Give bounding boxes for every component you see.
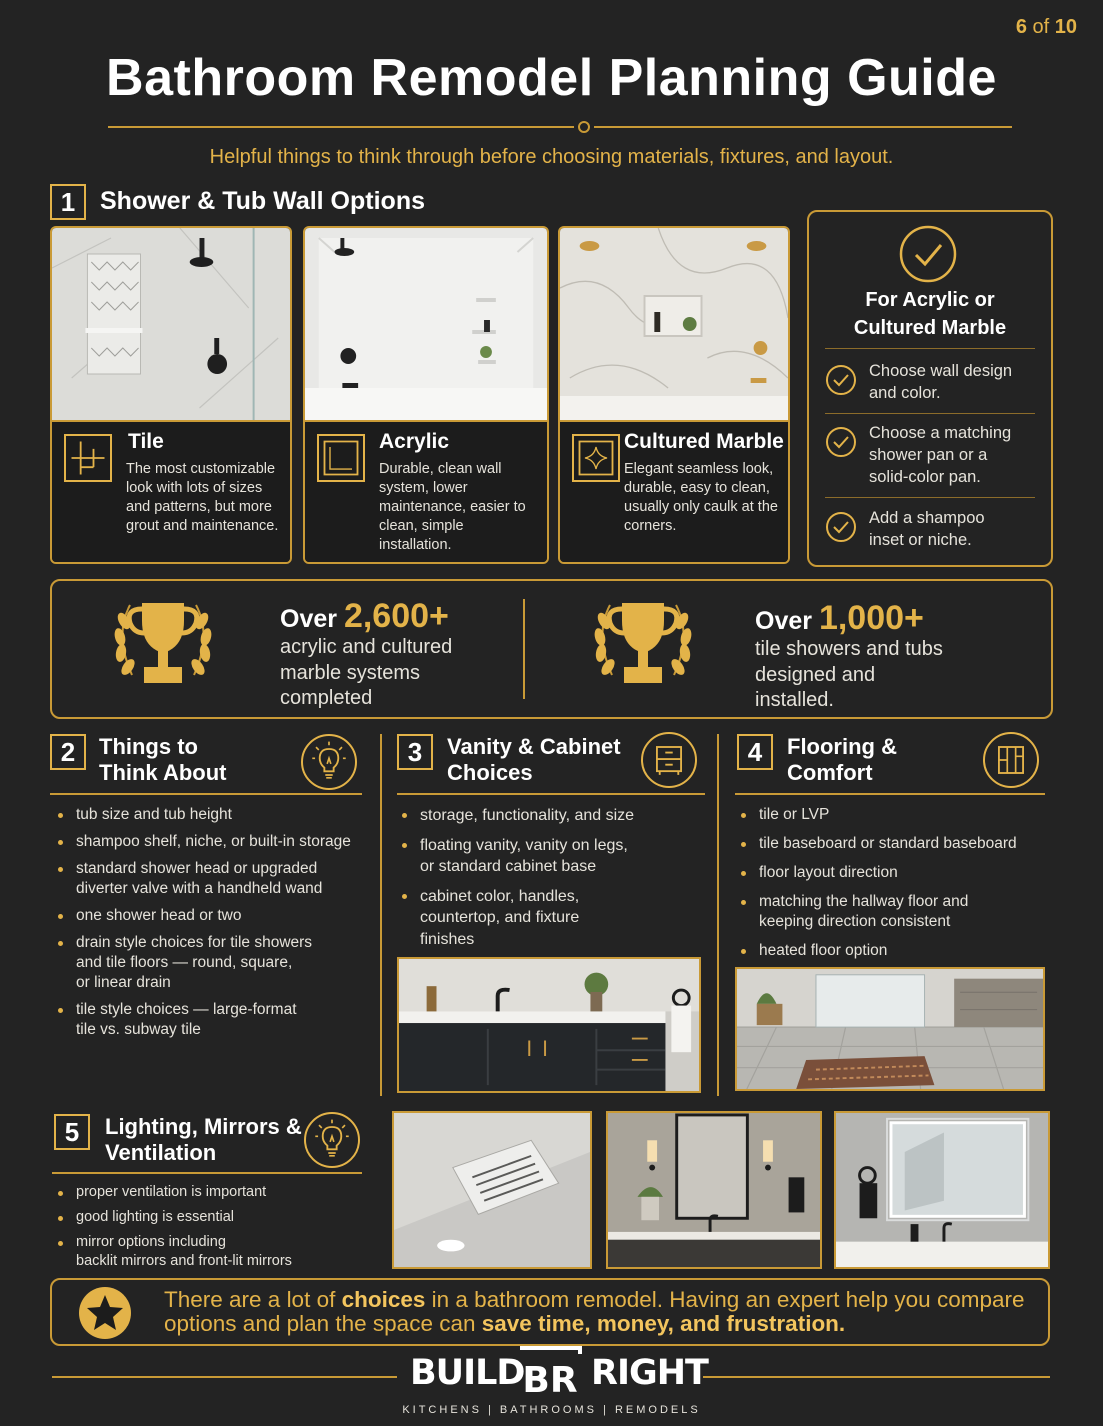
page-subtitle: Helpful things to think through before choosing materials, fixtures, and layout.: [209, 146, 894, 168]
section-title: Lighting, Mirrors & Ventilation: [105, 1114, 302, 1165]
card-title: Acrylic: [379, 430, 450, 453]
section-number: 2: [50, 734, 86, 770]
stats-band: [50, 579, 1053, 719]
section-rule: [735, 793, 1045, 795]
section-rule: [52, 1172, 362, 1174]
trophy-icon: [88, 595, 238, 695]
vanity-photo: [397, 957, 701, 1093]
column-divider: [717, 734, 719, 1096]
section-title: Vanity & Cabinet Choices: [447, 734, 621, 785]
trophy-icon: [568, 595, 718, 695]
section-number: 4: [737, 734, 773, 770]
brand-tagline: KITCHENS | BATHROOMS | REMODELS: [402, 1404, 701, 1416]
acrylic-marble-checklist: [807, 210, 1053, 567]
column-divider: [380, 734, 382, 1096]
stat-headline: Over 1,000+: [755, 599, 924, 637]
divider: [825, 497, 1035, 498]
title-divider: [108, 118, 1012, 136]
section-number: 3: [397, 734, 433, 770]
page-title: Bathroom Remodel Planning Guide: [106, 49, 997, 107]
list-item: matching the hallway floor and keeping direction consistent: [735, 892, 1055, 932]
list-item: cabinet color, handles, countertop, and fixture finishes: [396, 886, 706, 951]
stat-headline: Over 2,600+: [280, 597, 449, 635]
list-item: tile baseboard or standard baseboard: [735, 834, 1055, 854]
panel-corner-icon: [317, 434, 365, 482]
list-item: standard shower head or upgraded diverter valve with a handheld wand: [52, 859, 372, 899]
divider: [825, 413, 1035, 414]
section-title: Flooring & Comfort: [787, 734, 897, 785]
check-icon: [825, 426, 857, 458]
floor-tile-icon: [983, 732, 1039, 788]
acrylic-option-card: [303, 226, 549, 564]
check-icon: [825, 511, 857, 543]
list-item: tile or LVP: [735, 805, 1055, 825]
list-item: mirror options including backlit mirrors and front-lit mirrors: [52, 1233, 382, 1271]
cultured-marble-shower-photo: [560, 228, 788, 420]
checklist-item: Choose a matching shower pan or a solid-color pan.: [825, 422, 1035, 492]
section-number: 5: [54, 1114, 90, 1150]
section-rule: [397, 793, 705, 795]
cultured-marble-option-card: [558, 226, 790, 564]
stat-description: tile showers and tubs designed and installed.: [755, 638, 943, 711]
checkmark-circle-icon: [898, 224, 958, 284]
section5-list: [52, 1183, 382, 1278]
ventilation-fan-photo: [392, 1111, 592, 1269]
card-description: The most customizable look with lots of sizes and patterns, but more grout and maintenance.: [126, 461, 279, 534]
stat-description: acrylic and cultured marble systems completed: [280, 636, 453, 709]
checklist-item: Add a shampoo inset or niche.: [825, 507, 1035, 557]
page-indicator: 6 of 10: [1015, 16, 1077, 38]
acrylic-shower-photo: [305, 228, 547, 420]
list-item: floating vanity, vanity on legs, or standard cabinet base: [396, 835, 706, 878]
card-description: Durable, clean wall system, lower maintenance, easier to clean, simple installation.: [379, 461, 526, 553]
section-number: 1: [50, 184, 86, 220]
list-item: storage, functionality, and size: [396, 805, 706, 827]
lightbulb-icon: [304, 1112, 360, 1168]
sparkle-icon: [572, 434, 620, 482]
section2-list: [52, 805, 372, 1047]
check-icon: [825, 364, 857, 396]
tile-grid-icon: [64, 434, 112, 482]
checklist-title: For Acrylic or Cultured Marble: [853, 289, 1007, 339]
flooring-photo: [735, 967, 1045, 1091]
cabinet-icon: [641, 732, 697, 788]
list-item: shampoo shelf, niche, or built-in storage: [52, 832, 372, 852]
brand-logo-build: BUILD: [410, 1353, 525, 1393]
cta-banner: [50, 1278, 1050, 1346]
stats-divider: [523, 599, 525, 699]
list-item: proper ventilation is important: [52, 1183, 382, 1202]
brand-mark-letters: BR: [522, 1360, 578, 1398]
backlit-mirror-photo: [834, 1111, 1050, 1269]
section3-list: [396, 805, 706, 958]
section-title: Things to Think About: [99, 734, 227, 785]
brand-logo-mark: [514, 1346, 586, 1398]
footer-rule: [703, 1376, 1050, 1378]
list-item: floor layout direction: [735, 863, 1055, 883]
brand-logo-right: RIGHT: [591, 1353, 708, 1393]
divider: [825, 348, 1035, 349]
card-title: Cultured Marble: [624, 430, 784, 453]
lightbulb-icon: [301, 734, 357, 790]
section-title: Shower & Tub Wall Options: [100, 187, 425, 215]
section4-list: [735, 805, 1055, 968]
card-title: Tile: [128, 430, 164, 453]
section-rule: [50, 793, 362, 795]
list-item: tub size and tub height: [52, 805, 372, 825]
checklist-item: Choose wall design and color.: [825, 360, 1035, 410]
star-icon: [78, 1286, 132, 1340]
list-item: drain style choices for tile showers and tile floors — round, square, or linear drain: [52, 933, 372, 993]
tile-shower-photo: [52, 228, 290, 420]
cta-message: There are a lot of choices in a bathroom remodel. Having an expert help you compare options and plan the space can save time, money, and frustration.: [164, 1287, 1025, 1336]
list-item: good lighting is essential: [52, 1208, 382, 1227]
card-description: Elegant seamless look, durable, easy to clean, usually only caulk at the corners.: [624, 461, 778, 534]
list-item: one shower head or two: [52, 906, 372, 926]
footer-rule: [52, 1376, 397, 1378]
list-item: heated floor option: [735, 941, 1055, 961]
mirror-sconce-photo: [606, 1111, 822, 1269]
list-item: tile style choices — large-format tile vs. subway tile: [52, 1000, 372, 1040]
tile-option-card: [50, 226, 292, 564]
